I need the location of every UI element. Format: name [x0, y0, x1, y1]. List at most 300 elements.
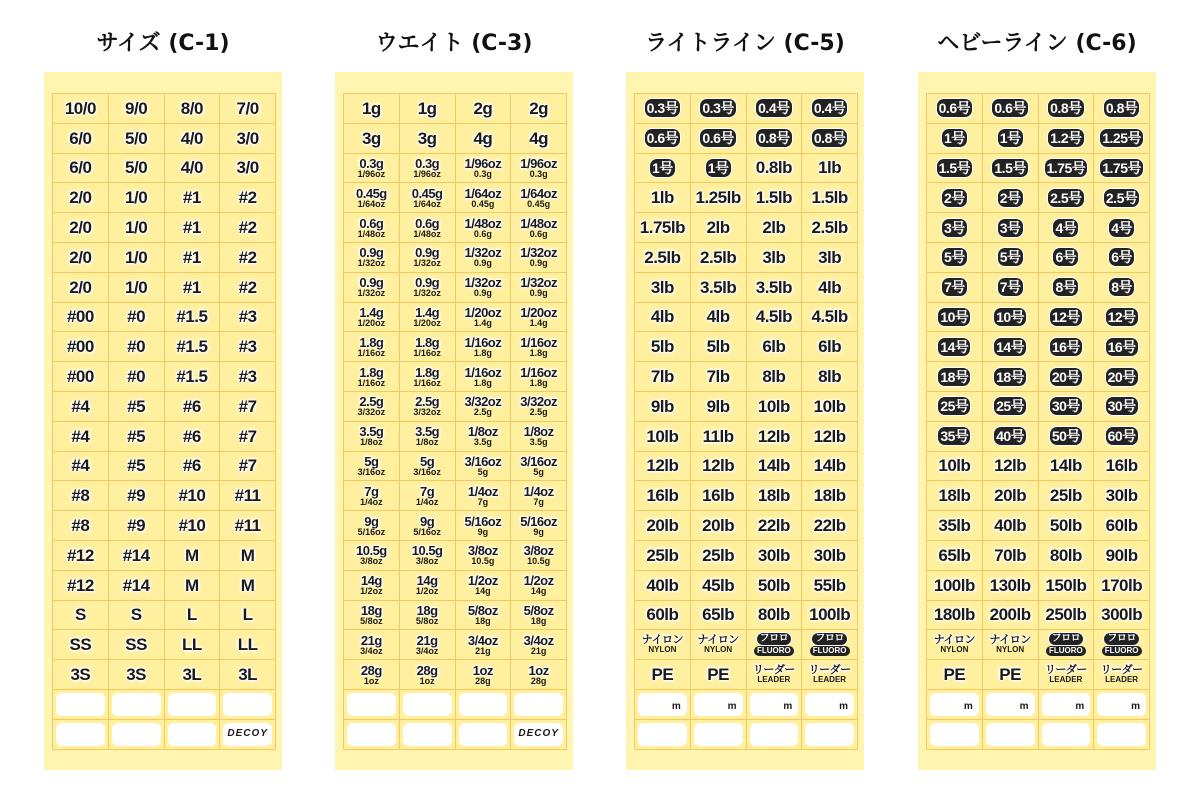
label-cell [691, 690, 747, 720]
label-row [53, 452, 276, 482]
label-cell [109, 303, 165, 333]
label-cell [220, 303, 276, 333]
label-row [53, 243, 276, 273]
label-row [635, 720, 858, 750]
label-text: #3 [238, 337, 257, 357]
label-text: #0 [127, 307, 146, 327]
label-cell [511, 481, 567, 511]
label-cell [1039, 571, 1095, 601]
label-cell [1094, 362, 1150, 392]
label-text: 1/32oz [520, 275, 557, 291]
label-subtext: 1.8g [529, 347, 548, 358]
label-cell [747, 601, 803, 631]
label-text: 22lb [813, 516, 846, 536]
label-subtext: 18g [475, 615, 491, 626]
label-cell [747, 273, 803, 303]
label-cell [220, 481, 276, 511]
label-row [635, 481, 858, 511]
label-text: 18lb [938, 486, 971, 506]
label-cell [165, 690, 221, 720]
label-cell [691, 660, 747, 690]
label-cell [635, 183, 691, 213]
label-cell [220, 601, 276, 631]
label-cell [635, 273, 691, 303]
label-cell [511, 94, 567, 124]
label-cell [109, 183, 165, 213]
label-cell [927, 541, 983, 571]
label-cell [53, 183, 109, 213]
label-cell [511, 273, 567, 303]
label-text: 1.25号 [1102, 130, 1141, 147]
label-text: 10.5g [411, 543, 443, 559]
label-row [927, 630, 1150, 660]
label-cell [691, 273, 747, 303]
label-row [344, 660, 567, 690]
label-cell [983, 660, 1039, 690]
label-cell [400, 601, 456, 631]
label-row [344, 571, 567, 601]
label-subtext: 28g [530, 675, 547, 686]
label-cell [220, 571, 276, 601]
label-text: 9/0 [125, 98, 148, 118]
label-text: 1/16oz [520, 334, 557, 350]
label-subtext: 14g [530, 586, 547, 597]
label-row [927, 273, 1150, 303]
label-text: 1.25lb [695, 188, 741, 208]
label-text: PE [999, 665, 1021, 685]
label-text: 8号 [1111, 279, 1133, 296]
label-cell [747, 422, 803, 452]
label-cell [747, 243, 803, 273]
label-cell [400, 660, 456, 690]
label-cell [456, 154, 512, 184]
label-text: 3/8oz [467, 543, 498, 559]
label-row [53, 332, 276, 362]
blank-label [459, 723, 508, 746]
label-text: 20号 [1107, 368, 1136, 385]
blank-label: m [1097, 693, 1146, 716]
blank-label: m [750, 693, 799, 716]
label-cell [344, 362, 400, 392]
label-cell [927, 243, 983, 273]
label-row [344, 481, 567, 511]
label-cell [1039, 481, 1095, 511]
label-cell [691, 630, 747, 660]
label-text: 0.4号 [813, 100, 846, 117]
label-cell [511, 124, 567, 154]
label-cell [511, 362, 567, 392]
label-text: 5号 [999, 249, 1021, 266]
label-row [344, 94, 567, 124]
label-subtext: 1/16oz [357, 347, 386, 358]
label-text: 100lb [809, 605, 851, 625]
label-text: #1.5 [176, 307, 208, 327]
label-cell [802, 511, 858, 541]
label-cell [691, 571, 747, 601]
label-cell [220, 720, 276, 750]
label-text: 1.75号 [1046, 159, 1086, 176]
label-cell [400, 94, 456, 124]
label-text: SS [69, 635, 92, 655]
label-subtext: NYLON [704, 645, 733, 655]
label-text: 55lb [813, 575, 846, 595]
label-row [635, 452, 858, 482]
label-cell [400, 332, 456, 362]
label-subtext: 5g [477, 466, 489, 477]
label-text: 4g [529, 128, 549, 148]
label-cell [511, 511, 567, 541]
label-text: 10lb [938, 456, 971, 476]
label-text: 5号 [943, 249, 965, 266]
label-subtext: 7g [477, 496, 489, 507]
label-cell [1094, 720, 1150, 750]
label-cell [456, 303, 512, 333]
label-text: 65lb [702, 605, 735, 625]
label-row [927, 511, 1150, 541]
label-text: 70lb [994, 545, 1027, 565]
label-cell [400, 422, 456, 452]
label-text: 7号 [999, 279, 1021, 296]
label-text: 12lb [994, 456, 1027, 476]
label-subtext: 0.45g [527, 198, 551, 209]
label-cell [511, 541, 567, 571]
label-text: 2g [529, 98, 549, 118]
label-text: 3/16oz [520, 453, 557, 469]
label-row [53, 362, 276, 392]
blank-label [403, 693, 452, 716]
label-row [927, 213, 1150, 243]
label-text: #2 [238, 218, 257, 238]
label-text: 1/32oz [520, 245, 557, 261]
label-cell [400, 303, 456, 333]
label-text: S [74, 605, 86, 625]
label-text: 0.8号 [1050, 100, 1082, 117]
label-text: 1.8g [359, 364, 384, 380]
label-text: 9lb [650, 396, 674, 416]
label-cell [802, 422, 858, 452]
label-text: 1号 [707, 159, 729, 176]
label-cell [53, 630, 109, 660]
label-cell [456, 541, 512, 571]
label-cell [1039, 213, 1095, 243]
label-cell [691, 452, 747, 482]
label-text: #6 [182, 456, 201, 476]
label-row [344, 362, 567, 392]
label-cell [983, 273, 1039, 303]
label-text: 30lb [1105, 486, 1138, 506]
label-cell [344, 511, 400, 541]
label-text: 0.8号 [1105, 100, 1138, 117]
label-cell [691, 481, 747, 511]
blank-label [168, 723, 217, 746]
label-cell [220, 422, 276, 452]
label-text: 1/2oz [467, 573, 498, 589]
label-cell [983, 124, 1039, 154]
label-row [53, 660, 276, 690]
label-text: #14 [122, 575, 150, 595]
decoy-logo: DECOY [223, 723, 272, 746]
label-text: 30号 [1051, 398, 1080, 415]
label-subtext: NYLON [940, 645, 969, 655]
label-text: 3/0 [236, 128, 259, 148]
label-cell [802, 332, 858, 362]
label-text: LL [237, 635, 258, 655]
label-text: 1/20oz [464, 304, 502, 320]
label-cell [511, 183, 567, 213]
label-cell [344, 452, 400, 482]
label-cell [109, 541, 165, 571]
label-text: 50lb [1049, 516, 1082, 536]
label-cell [1094, 571, 1150, 601]
label-cell [1039, 690, 1095, 720]
label-cell [220, 541, 276, 571]
label-subtext: NYLON [996, 645, 1025, 655]
label-cell [802, 392, 858, 422]
label-cell [400, 571, 456, 601]
label-cell [220, 511, 276, 541]
label-text: 30号 [1107, 398, 1136, 415]
label-cell [927, 183, 983, 213]
label-cell [109, 601, 165, 631]
label-text: #1 [182, 218, 201, 238]
label-text: 0.3号 [646, 100, 679, 117]
label-row [344, 124, 567, 154]
label-cell [511, 660, 567, 690]
label-text: 10lb [646, 426, 679, 446]
title-light-line: ライトライン (C-5) [645, 31, 845, 56]
label-cell [802, 273, 858, 303]
label-text: #10 [178, 516, 206, 536]
label-cell [53, 273, 109, 303]
label-text: 7lb [650, 367, 674, 387]
label-row [53, 720, 276, 750]
label-subtext: 1/20oz [357, 317, 386, 328]
label-text: 0.9g [359, 245, 384, 261]
label-text: M [240, 575, 255, 595]
blank-label [403, 723, 452, 746]
label-subtext: 1/8oz [415, 437, 439, 448]
label-cell [109, 94, 165, 124]
label-row [53, 601, 276, 631]
label-row [344, 243, 567, 273]
label-cell [53, 303, 109, 333]
label-cell [635, 154, 691, 184]
label-subtext: 1/32oz [357, 258, 386, 269]
label-cell [927, 720, 983, 750]
label-row [344, 601, 567, 631]
label-cell [747, 452, 803, 482]
label-text: 100lb [933, 575, 975, 595]
label-cell [747, 392, 803, 422]
label-subtext: 0.45g [471, 198, 495, 209]
label-cell [165, 94, 221, 124]
label-cell [165, 303, 221, 333]
label-cell [1039, 511, 1095, 541]
blank-label [930, 723, 979, 746]
label-cell [220, 154, 276, 184]
label-subtext: 2.5g [473, 407, 492, 418]
label-cell [983, 481, 1039, 511]
label-text: #7 [238, 426, 257, 446]
label-cell [983, 213, 1039, 243]
label-text: #5 [127, 456, 146, 476]
label-text: #6 [182, 396, 201, 416]
label-cell [456, 452, 512, 482]
label-text: 65lb [938, 545, 971, 565]
label-cell [344, 392, 400, 422]
blank-label [459, 693, 508, 716]
label-subtext: 3/32oz [357, 407, 386, 418]
label-text: #2 [238, 247, 257, 267]
label-text: 10/0 [64, 98, 96, 118]
label-cell [747, 124, 803, 154]
label-cell [1094, 601, 1150, 631]
label-text: 3.5lb [700, 277, 737, 297]
label-text: #1.5 [176, 337, 208, 357]
label-text: 1.5lb [755, 188, 792, 208]
label-cell [747, 511, 803, 541]
label-cell [1039, 601, 1095, 631]
label-cell [53, 511, 109, 541]
label-cell [344, 183, 400, 213]
label-text: 6/0 [69, 128, 92, 148]
label-row [635, 541, 858, 571]
label-row [635, 183, 858, 213]
label-cell [165, 481, 221, 511]
label-text: 6号 [1111, 249, 1133, 266]
label-row [635, 362, 858, 392]
label-subtext: 7g [533, 496, 544, 507]
label-text: 1/0 [125, 247, 148, 267]
label-text: 10.5g [356, 543, 387, 559]
label-cell [1094, 452, 1150, 482]
label-text: 25号 [996, 398, 1025, 415]
label-cell [691, 213, 747, 243]
label-subtext: 1/64oz [413, 198, 441, 209]
label-row [927, 422, 1150, 452]
title-heavy-line: ヘビーライン (C-6) [937, 31, 1137, 56]
label-cell [635, 571, 691, 601]
label-text: 20lb [994, 486, 1027, 506]
title-size: サイズ (C-1) [96, 31, 230, 56]
label-cell [511, 392, 567, 422]
label-text: #9 [127, 516, 146, 536]
label-cell [53, 124, 109, 154]
label-text: 3/4oz [467, 632, 498, 648]
label-row [927, 452, 1150, 482]
label-cell [109, 660, 165, 690]
label-text: 1号 [943, 130, 965, 147]
label-cell [53, 452, 109, 482]
label-cell [802, 630, 858, 660]
label-cell [1094, 422, 1150, 452]
label-cell [802, 183, 858, 213]
label-row [53, 571, 276, 601]
label-text: 1.8g [359, 334, 384, 350]
label-cell [983, 154, 1039, 184]
label-cell [53, 94, 109, 124]
blank-label [56, 693, 105, 716]
label-cell [109, 452, 165, 482]
label-cell [635, 303, 691, 333]
label-cell [456, 243, 512, 273]
label-text: 35号 [940, 428, 969, 445]
label-cell [400, 630, 456, 660]
label-text: 40号 [996, 428, 1025, 445]
label-cell [511, 213, 567, 243]
label-subtext: 5/16oz [357, 526, 386, 537]
label-subtext: 1/2oz [415, 586, 439, 597]
label-cell [927, 452, 983, 482]
label-text: 1oz [472, 662, 493, 678]
label-cell [691, 362, 747, 392]
label-cell [983, 720, 1039, 750]
label-cell [635, 481, 691, 511]
label-cell [983, 541, 1039, 571]
label-text: 3/32oz [464, 394, 502, 410]
label-text: 1.5号 [938, 159, 971, 176]
label-text: 7号 [943, 279, 965, 296]
label-cell [691, 183, 747, 213]
label-text: 2lb [762, 218, 786, 238]
label-subtext: 1/96oz [357, 168, 386, 179]
label-cell [1039, 94, 1095, 124]
label-cell [109, 213, 165, 243]
label-subtext: 0.9g [473, 258, 492, 269]
label-text: S [130, 605, 142, 625]
label-cell [53, 154, 109, 184]
label-text: 12lb [813, 426, 846, 446]
label-cell [165, 601, 221, 631]
label-row [927, 690, 1150, 720]
label-cell [109, 392, 165, 422]
label-cell [691, 422, 747, 452]
label-cell [344, 303, 400, 333]
label-text: 4号 [1111, 219, 1133, 236]
label-cell [400, 124, 456, 154]
label-cell [983, 303, 1039, 333]
blank-label [347, 723, 396, 746]
label-subtext: LEADER [757, 675, 791, 685]
label-cell [400, 362, 456, 392]
label-cell [344, 571, 400, 601]
label-text: 2/0 [69, 188, 92, 208]
label-text: 45lb [702, 575, 735, 595]
label-cell [691, 392, 747, 422]
label-cell [983, 362, 1039, 392]
label-text: 4/0 [180, 128, 203, 148]
label-cell [1094, 273, 1150, 303]
label-cell [691, 154, 747, 184]
label-cell [53, 243, 109, 273]
label-subtext: 0.9g [473, 288, 492, 299]
label-cell [983, 422, 1039, 452]
label-text: ナイロン [697, 634, 739, 647]
label-cell [456, 601, 512, 631]
label-text: 7g [420, 483, 435, 499]
label-text: 5g [364, 453, 379, 469]
label-text: 1/8oz [467, 424, 498, 440]
label-text: 16lb [702, 486, 735, 506]
label-cell [983, 601, 1039, 631]
label-cell [220, 183, 276, 213]
label-subtext: 10.5g [471, 556, 495, 567]
label-cell [344, 601, 400, 631]
label-row [635, 690, 858, 720]
label-cell [109, 720, 165, 750]
label-text: 1/4oz [467, 483, 498, 499]
label-row [53, 541, 276, 571]
